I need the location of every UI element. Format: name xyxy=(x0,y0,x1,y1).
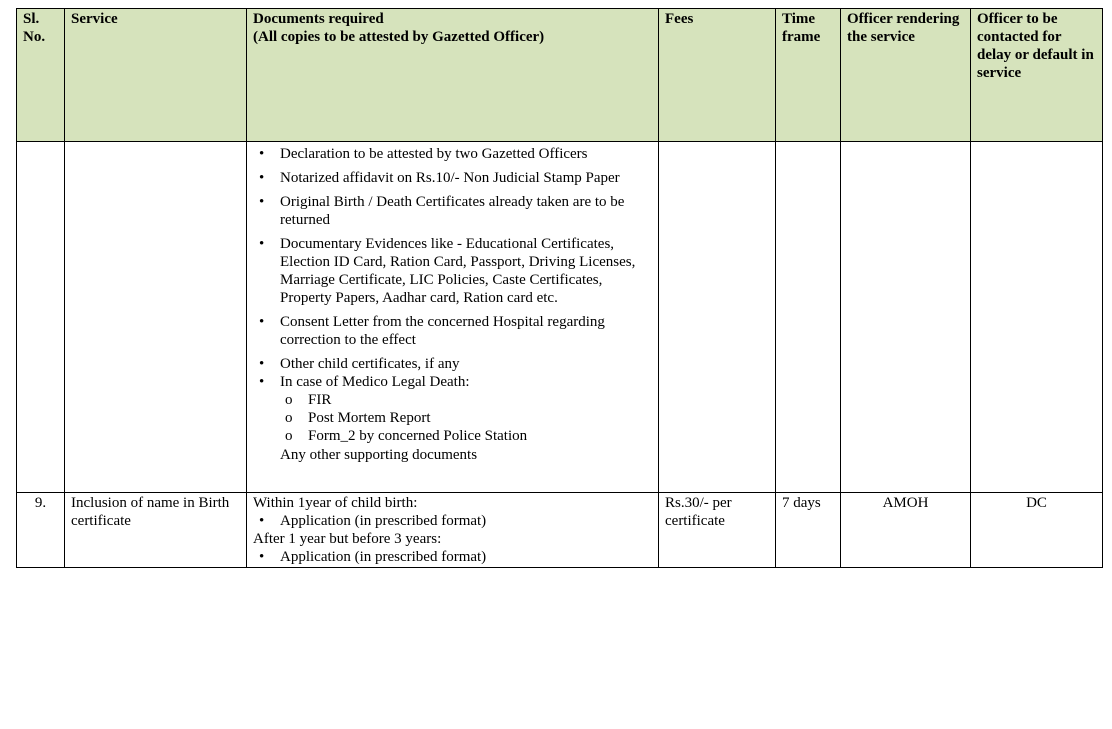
cell-fees-empty xyxy=(659,142,776,493)
cell-documents xyxy=(247,493,659,568)
cell-time-frame: 7 days xyxy=(776,493,841,568)
header-documents-title: Documents required xyxy=(253,11,384,27)
table-row-continued xyxy=(17,142,1103,493)
documents-list xyxy=(253,145,652,391)
header-officer-contact: Officer to be contacted for delay or default in service xyxy=(971,9,1103,142)
closing-note: Any other supporting documents xyxy=(280,447,478,463)
header-documents-note: (All copies to be attested by Gazetted Officer) xyxy=(253,29,545,45)
cell-officer-rendering: AMOH xyxy=(841,493,971,568)
list-item: • Application (in prescribed format) xyxy=(253,512,652,530)
header-time-frame: Time frame xyxy=(776,9,841,142)
after-list xyxy=(253,548,652,566)
medico-legal-label: • In case of Medico Legal Death: xyxy=(280,374,470,390)
cell-officer-contact: DC xyxy=(971,493,1103,568)
header-service: Service xyxy=(65,9,247,142)
within-label: Within 1year of child birth: xyxy=(253,495,418,511)
sub-list-item: o Form_2 by concerned Police Station xyxy=(253,427,652,445)
list-item: • Original Birth / Death Certificates already taken are to be returned xyxy=(253,193,652,229)
header-row xyxy=(17,9,1103,142)
header-documents xyxy=(247,9,659,142)
after-label: After 1 year but before 3 years: xyxy=(253,531,442,547)
cell-sl-no: 9. xyxy=(17,493,65,568)
cell-documents-continued xyxy=(247,142,659,493)
list-item: • Application (in prescribed format) xyxy=(253,548,652,566)
cell-time-empty xyxy=(776,142,841,493)
header-officer-rendering: Officer rendering the service xyxy=(841,9,971,142)
services-table xyxy=(16,8,1103,568)
list-item: • Other child certificates, if any xyxy=(253,355,652,373)
cell-service-empty xyxy=(65,142,247,493)
cell-officer-rendering-empty xyxy=(841,142,971,493)
header-fees: Fees xyxy=(659,9,776,142)
header-sl-no: Sl. No. xyxy=(17,9,65,142)
list-item: • Notarized affidavit on Rs.10/- Non Judicial Stamp Paper xyxy=(253,169,652,187)
within-list xyxy=(253,512,652,530)
medico-legal-sublist xyxy=(253,391,652,445)
cell-fees: Rs.30/- per certificate xyxy=(659,493,776,568)
table-row-9 xyxy=(17,493,1103,568)
sub-list-item: o FIR xyxy=(253,391,652,409)
cell-officer-contact-empty xyxy=(971,142,1103,493)
cell-sl-no-empty xyxy=(17,142,65,493)
list-item: • Declaration to be attested by two Gazetted Officers xyxy=(253,145,652,163)
list-item: • Documentary Evidences like - Educational Certificates, Election ID Card, Ration Card, Passport, Driving Licenses, Marriage Certificate, LIC Policies, Caste Certificates, Property Papers, Aadhar card, Ration card etc. xyxy=(253,235,652,307)
list-item-medico-legal xyxy=(253,373,652,391)
sub-list-item: o Post Mortem Report xyxy=(253,409,652,427)
cell-service: Inclusion of name in Birth certificate xyxy=(65,493,247,568)
list-item: • Consent Letter from the concerned Hospital regarding correction to the effect xyxy=(253,313,652,349)
